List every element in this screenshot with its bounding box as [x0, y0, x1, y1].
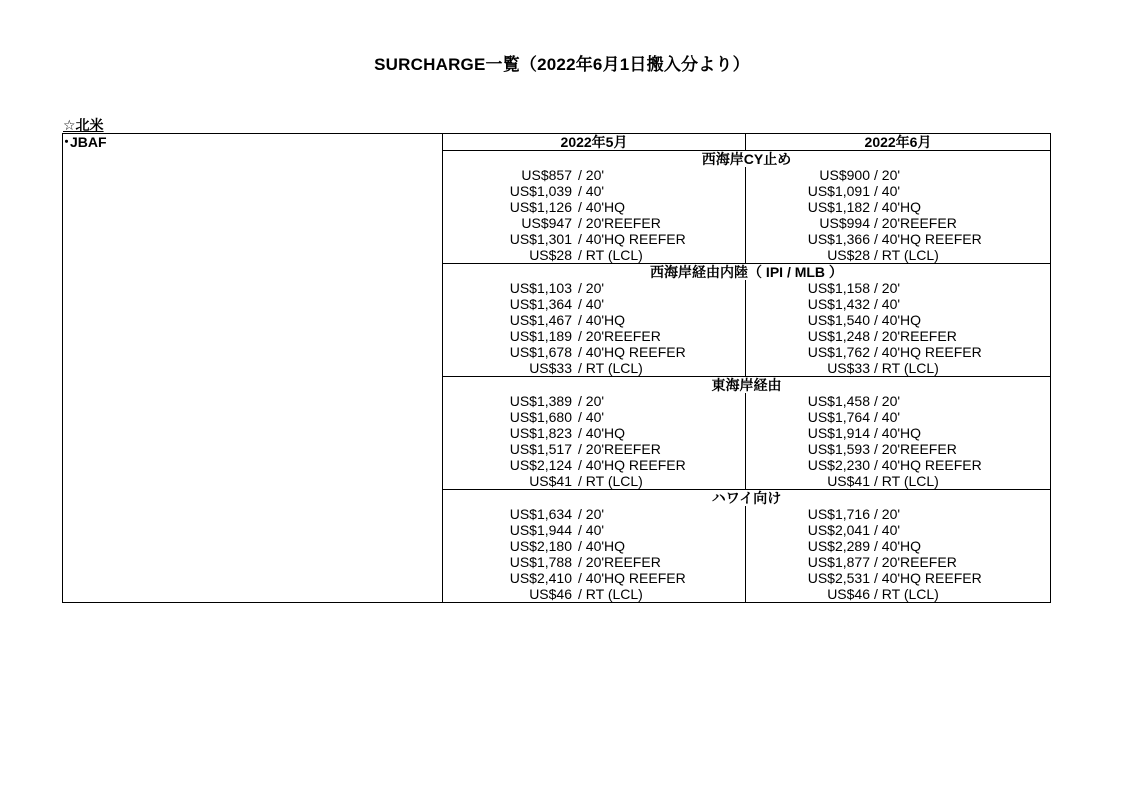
cell-june-2022	[746, 409, 1051, 425]
cell-may-2022	[443, 409, 746, 425]
container-unit: / 40'HQ	[874, 199, 922, 215]
surcharge-table-body	[63, 134, 1051, 603]
container-unit: / 40'HQ REEFER	[578, 344, 686, 360]
container-unit: / 40'HQ	[578, 425, 626, 441]
row-label-jbaf: ･JBAF	[63, 134, 443, 603]
container-unit: / 40'HQ REEFER	[874, 344, 982, 360]
cell-may-2022	[443, 344, 746, 360]
container-unit: / RT (LCL)	[874, 360, 939, 376]
surcharge-amount: US$1,517	[509, 441, 572, 457]
container-unit: / RT (LCL)	[874, 247, 939, 263]
surcharge-amount: US$1,126	[509, 199, 572, 215]
container-unit: / RT (LCL)	[578, 586, 643, 602]
container-unit: / 40'	[578, 296, 605, 312]
surcharge-amount: US$1,877	[807, 554, 870, 570]
cell-june-2022	[746, 522, 1051, 538]
container-unit: / 20'	[578, 167, 605, 183]
surcharge-amount: US$28	[827, 247, 870, 263]
section-title: ハワイ向け	[443, 490, 1051, 507]
cell-june-2022	[746, 231, 1051, 247]
surcharge-amount: US$1,634	[509, 506, 572, 522]
column-header-may: 2022年5月	[443, 134, 746, 151]
container-unit: / 40'HQ REEFER	[874, 570, 982, 586]
section-title: 西海岸経由内陸（ IPI / MLB ）	[443, 264, 1051, 281]
cell-may-2022	[443, 215, 746, 231]
surcharge-amount: US$1,248	[807, 328, 870, 344]
container-unit: / 20'REEFER	[578, 554, 661, 570]
cell-may-2022	[443, 199, 746, 215]
cell-june-2022	[746, 247, 1051, 264]
surcharge-amount: US$1,158	[807, 280, 870, 296]
container-unit: / 40'	[874, 183, 901, 199]
container-unit: / 40'	[578, 522, 605, 538]
cell-may-2022	[443, 457, 746, 473]
cell-may-2022	[443, 393, 746, 409]
cell-june-2022	[746, 538, 1051, 554]
cell-june-2022	[746, 473, 1051, 490]
surcharge-amount: US$46	[827, 586, 870, 602]
surcharge-amount: US$1,301	[509, 231, 572, 247]
cell-june-2022	[746, 280, 1051, 296]
surcharge-amount: US$1,716	[807, 506, 870, 522]
container-unit: / 40'HQ	[874, 425, 922, 441]
cell-may-2022	[443, 183, 746, 199]
surcharge-amount: US$1,593	[807, 441, 870, 457]
cell-june-2022	[746, 360, 1051, 377]
surcharge-amount: US$1,540	[807, 312, 870, 328]
surcharge-amount: US$1,762	[807, 344, 870, 360]
container-unit: / 40'HQ	[578, 538, 626, 554]
container-unit: / 40'HQ REEFER	[578, 570, 686, 586]
surcharge-amount: US$1,458	[807, 393, 870, 409]
surcharge-amount: US$1,364	[509, 296, 572, 312]
cell-june-2022	[746, 344, 1051, 360]
container-unit: / 20'	[578, 280, 605, 296]
container-unit: / 40'HQ REEFER	[874, 231, 982, 247]
cell-may-2022	[443, 360, 746, 377]
container-unit: / 40'HQ REEFER	[578, 231, 686, 247]
cell-june-2022	[746, 167, 1051, 183]
surcharge-amount: US$994	[819, 215, 870, 231]
cell-may-2022	[443, 473, 746, 490]
container-unit: / RT (LCL)	[578, 473, 643, 489]
cell-june-2022	[746, 586, 1051, 603]
surcharge-amount: US$1,189	[509, 328, 572, 344]
surcharge-amount: US$1,467	[509, 312, 572, 328]
cell-may-2022	[443, 506, 746, 522]
container-unit: / 40'HQ	[874, 538, 922, 554]
surcharge-amount: US$1,182	[807, 199, 870, 215]
cell-june-2022	[746, 554, 1051, 570]
surcharge-amount: US$1,914	[807, 425, 870, 441]
surcharge-amount: US$1,389	[509, 393, 572, 409]
surcharge-amount: US$857	[521, 167, 572, 183]
surcharge-amount: US$1,764	[807, 409, 870, 425]
cell-may-2022	[443, 231, 746, 247]
container-unit: / 20'REEFER	[874, 328, 957, 344]
surcharge-amount: US$1,432	[807, 296, 870, 312]
surcharge-amount: US$1,366	[807, 231, 870, 247]
cell-may-2022	[443, 296, 746, 312]
cell-may-2022	[443, 441, 746, 457]
surcharge-amount: US$1,678	[509, 344, 572, 360]
container-unit: / 20'	[874, 393, 901, 409]
page-title: SURCHARGE一覧（2022年6月1日搬入分より）	[374, 55, 750, 74]
surcharge-amount: US$2,230	[807, 457, 870, 473]
surcharge-amount: US$1,944	[509, 522, 572, 538]
cell-june-2022	[746, 441, 1051, 457]
cell-may-2022	[443, 554, 746, 570]
cell-june-2022	[746, 312, 1051, 328]
surcharge-amount: US$28	[529, 247, 572, 263]
surcharge-amount: US$1,680	[509, 409, 572, 425]
cell-may-2022	[443, 280, 746, 296]
surcharge-amount: US$2,180	[509, 538, 572, 554]
cell-may-2022	[443, 425, 746, 441]
region-heading: ☆北米	[63, 117, 104, 133]
container-unit: / 40'HQ REEFER	[578, 457, 686, 473]
surcharge-amount: US$1,091	[807, 183, 870, 199]
container-unit: / 40'	[578, 409, 605, 425]
cell-june-2022	[746, 506, 1051, 522]
surcharge-amount: US$33	[529, 360, 572, 376]
container-unit: / 20'	[578, 393, 605, 409]
container-unit: / RT (LCL)	[874, 586, 939, 602]
container-unit: / 20'	[874, 167, 901, 183]
cell-june-2022	[746, 457, 1051, 473]
container-unit: / 40'HQ	[578, 312, 626, 328]
container-unit: / 40'	[874, 522, 901, 538]
surcharge-amount: US$1,103	[509, 280, 572, 296]
section-title: 西海岸CY止め	[443, 151, 1051, 168]
container-unit: / RT (LCL)	[578, 360, 643, 376]
cell-may-2022	[443, 328, 746, 344]
cell-june-2022	[746, 425, 1051, 441]
container-unit: / 20'REEFER	[578, 441, 661, 457]
container-unit: / RT (LCL)	[874, 473, 939, 489]
surcharge-amount: US$2,041	[807, 522, 870, 538]
cell-may-2022	[443, 538, 746, 554]
container-unit: / 40'	[874, 409, 901, 425]
container-unit: / 40'	[874, 296, 901, 312]
surcharge-amount: US$46	[529, 586, 572, 602]
cell-may-2022	[443, 586, 746, 603]
cell-june-2022	[746, 215, 1051, 231]
surcharge-amount: US$1,039	[509, 183, 572, 199]
container-unit: / RT (LCL)	[578, 247, 643, 263]
cell-may-2022	[443, 167, 746, 183]
surcharge-amount: US$33	[827, 360, 870, 376]
cell-may-2022	[443, 312, 746, 328]
surcharge-amount: US$900	[819, 167, 870, 183]
container-unit: / 20'REEFER	[578, 215, 661, 231]
container-unit: / 40'HQ	[578, 199, 626, 215]
container-unit: / 20'REEFER	[578, 328, 661, 344]
cell-june-2022	[746, 296, 1051, 312]
container-unit: / 20'REEFER	[874, 554, 957, 570]
table-header-row	[63, 134, 1051, 151]
surcharge-amount: US$947	[521, 215, 572, 231]
cell-june-2022	[746, 393, 1051, 409]
surcharge-amount: US$41	[529, 473, 572, 489]
container-unit: / 40'HQ	[874, 312, 922, 328]
surcharge-amount: US$2,410	[509, 570, 572, 586]
cell-june-2022	[746, 199, 1051, 215]
cell-may-2022	[443, 522, 746, 538]
surcharge-amount: US$41	[827, 473, 870, 489]
container-unit: / 20'REEFER	[874, 441, 957, 457]
section-title: 東海岸経由	[443, 377, 1051, 394]
surcharge-amount: US$2,124	[509, 457, 572, 473]
cell-june-2022	[746, 328, 1051, 344]
cell-may-2022	[443, 247, 746, 264]
surcharge-amount: US$2,531	[807, 570, 870, 586]
container-unit: / 40'HQ REEFER	[874, 457, 982, 473]
container-unit: / 20'	[874, 280, 901, 296]
surcharge-amount: US$1,823	[509, 425, 572, 441]
container-unit: / 20'	[874, 506, 901, 522]
surcharge-amount: US$2,289	[807, 538, 870, 554]
container-unit: / 40'	[578, 183, 605, 199]
column-header-june: 2022年6月	[746, 134, 1051, 151]
cell-may-2022	[443, 570, 746, 586]
surcharge-table	[62, 133, 1051, 603]
surcharge-amount: US$1,788	[509, 554, 572, 570]
container-unit: / 20'REEFER	[874, 215, 957, 231]
cell-june-2022	[746, 183, 1051, 199]
container-unit: / 20'	[578, 506, 605, 522]
cell-june-2022	[746, 570, 1051, 586]
